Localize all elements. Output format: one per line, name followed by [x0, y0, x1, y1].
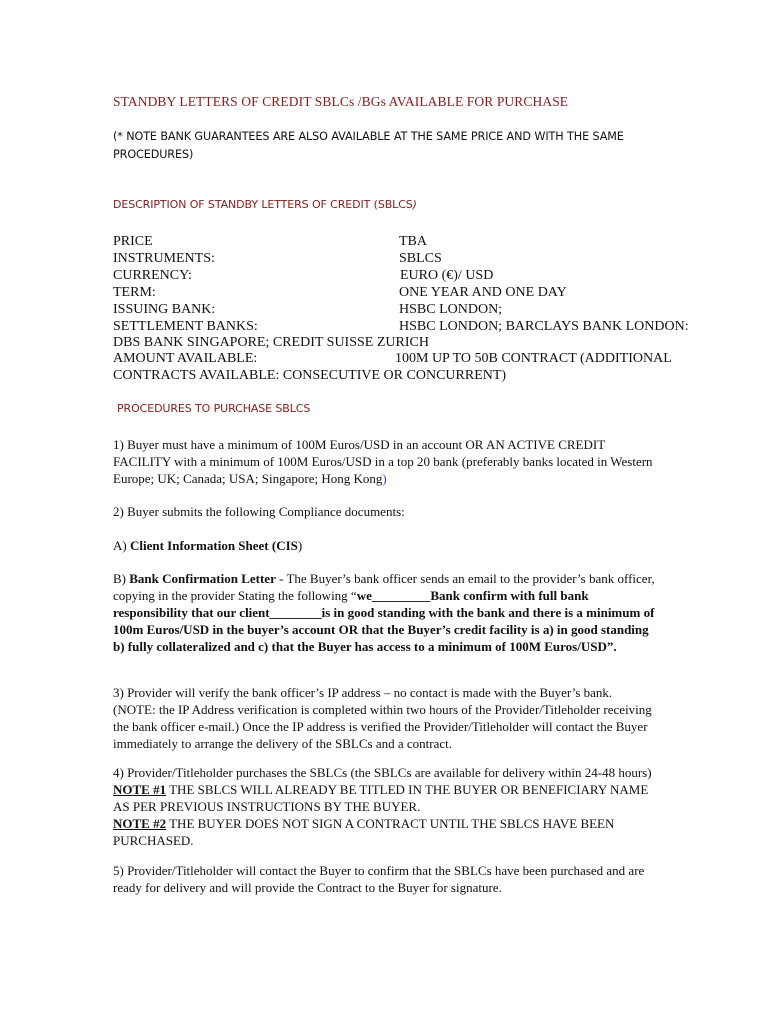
step-4-text: 4) Provider/Titleholder purchases the SBLCs (the SBLCs are available for delivery within 24-48 hours): [113, 765, 652, 780]
spec-price-value: TBA: [399, 234, 427, 249]
spec-currency-label: CURRENCY:: [113, 268, 192, 283]
procedure-step-b: [113, 570, 658, 655]
spec-amount-label: AMOUNT AVAILABLE:: [113, 351, 258, 366]
step-a-tail: ): [297, 538, 303, 553]
spec-settlement-label: SETTLEMENT BANKS:: [113, 319, 258, 334]
description-heading: [113, 198, 417, 211]
spec-settlement-value: HSBC LONDON; BARCLAYS BANK LONDON:: [399, 319, 689, 334]
procedures-heading: PROCEDURES TO PURCHASE SBLCS: [117, 402, 311, 415]
procedure-step-4: [113, 764, 658, 849]
step-4-note1-text: THE SBLCS WILL ALREADY BE TITLED IN THE BUYER OR BENEFICIARY NAME AS PER PREVIOUS INSTRUCTIONS BY THE BUYER.: [113, 782, 649, 814]
document-title: STANDBY LETTERS OF CREDIT SBLCs /BGs AVAILABLE FOR PURCHASE: [113, 94, 569, 109]
spec-currency-value: EURO (€)/ USD: [400, 268, 494, 283]
procedure-step-1-tail: ): [382, 471, 387, 486]
bank-guarantee-note: (* NOTE BANK GUARANTEES ARE ALSO AVAILABLE AT THE SAME PRICE AND WITH THE SAME PROCEDURES): [113, 130, 624, 161]
step-b-text: - The Buyer’s bank officer sends an email to the provider’s bank officer, copying in the provider Stating the following “: [113, 571, 655, 603]
step-b-prefix: B): [113, 571, 130, 586]
spec-price-label: PRICE: [113, 234, 153, 249]
procedure-step-1: [113, 436, 658, 487]
step-b-bold: Bank Confirmation Letter: [129, 571, 276, 586]
procedure-step-1-text: 1) Buyer must have a minimum of 100M Euros/USD in an account OR AN ACTIVE CREDIT FACILITY with a minimum of 100M Euros/USD in a top 20 bank (preferably banks located in Western Europe; UK; Canada; USA; Singapore; Hong Kong: [113, 437, 653, 486]
spec-amount-value: 100M UP TO 50B CONTRACT (ADDITIONAL: [395, 351, 672, 366]
spec-settlement-continued: DBS BANK SINGAPORE; CREDIT SUISSE ZURICH: [113, 335, 429, 350]
procedure-step-5: 5) Provider/Titleholder will contact the Buyer to confirm that the SBLCs have been purchased and are ready for delivery and will provide the Contract to the Buyer for signature.: [113, 863, 645, 895]
spec-term-label: TERM:: [113, 285, 156, 300]
spec-term-value: ONE YEAR AND ONE DAY: [399, 285, 567, 300]
step-b-quote: we_________Bank confirm with full bank responsibility that our client________is in good standing with the bank and there is a minimum of 100m Euros/USD in the buyer’s account OR that the Buyer’s credit facility is a) in good standing b) fully collateralized and c) that the Buyer has access to a minimum of 100M Euros/USD”.: [113, 588, 655, 654]
procedure-step-a: [113, 537, 658, 554]
procedure-step-3: 3) Provider will verify the bank officer’s IP address – no contact is made with the Buyer’s bank. (NOTE: the IP Address verification is completed within two hours of the Provider/Titleholder receiving the bank officer e-mail.) Once the IP address is verified the Provider/Titleholder will contact the Buyer immediately to arrange the delivery of the SBLCs and a contract.: [113, 685, 652, 751]
step-4-note2-label: NOTE #2: [113, 816, 167, 831]
spec-issuing-label: ISSUING BANK:: [113, 302, 216, 317]
spec-instruments-label: INSTRUMENTS:: [113, 251, 215, 266]
spec-issuing-value: HSBC LONDON;: [399, 302, 503, 317]
spec-amount-continued: CONTRACTS AVAILABLE: CONSECUTIVE OR CONCURRENT): [113, 368, 507, 383]
step-4-note1-label: NOTE #1: [113, 782, 167, 797]
procedure-step-2: 2) Buyer submits the following Compliance documents:: [113, 504, 405, 519]
description-heading-tail: ): [412, 198, 417, 211]
spec-instruments-value: SBLCS: [399, 251, 442, 266]
step-a-prefix: A): [113, 538, 130, 553]
step-4-note2-text: THE BUYER DOES NOT SIGN A CONTRACT UNTIL THE SBLCS HAVE BEEN PURCHASED.: [113, 816, 615, 848]
step-a-bold: Client Information Sheet (CIS: [129, 538, 298, 553]
description-heading-text: DESCRIPTION OF STANDBY LETTERS OF CREDIT (SBLCS: [113, 198, 413, 211]
